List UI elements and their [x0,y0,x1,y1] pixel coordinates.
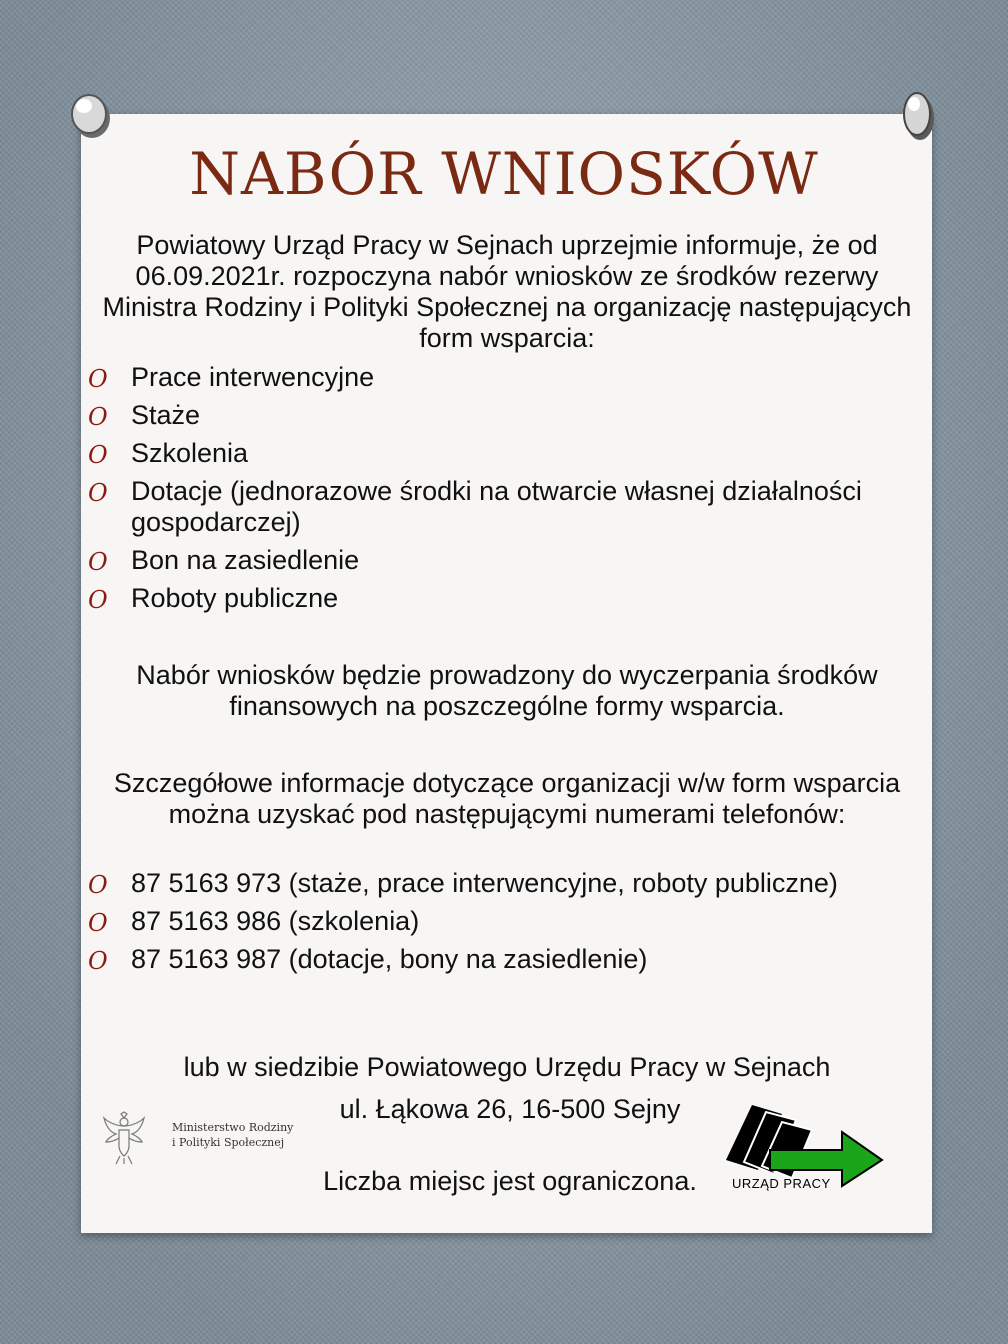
notice-title: NABÓR WNIOSKÓW [189,140,819,208]
list-item-text: Dotacje (jednorazowe środki na otwarcie własnej działalności gospodarczej) [131,476,862,537]
list-item [88,868,908,899]
phone-entry: 87 5163 987 (dotacje, bony na zasiedlenie) [131,944,648,974]
bullet-marker: O [88,871,108,899]
list-item [88,583,908,614]
list-item [88,400,908,431]
bullet-marker: O [88,548,108,576]
phone-entry: 87 5163 973 (staże, prace interwencyjne, roboty publiczne) [131,868,838,898]
office-street-line: ul. Łąkowa 26, 16-500 Sejny [339,1094,681,1124]
list-item [88,545,908,576]
bullet-marker: O [88,403,108,431]
bullet-marker: O [88,479,108,507]
list-item-text: Prace interwencyjne [131,362,375,392]
phone-entry: 87 5163 986 (szkolenia) [131,906,420,936]
bullet-marker: O [88,947,108,975]
eagle-emblem-icon [102,1110,146,1166]
list-item [88,438,908,469]
list-item-text: Szkolenia [131,438,249,468]
list-item [88,362,908,393]
office-address-line: lub w siedzibie Powiatowego Urzędu Pracy w Sejnach [183,1052,831,1082]
details-intro: Szczegółowe informacje dotyczące organizacji w/w form wsparcia można uzyskać pod następującymi numerami telefonów: [113,768,901,829]
list-item-text: Staże [131,400,201,430]
pushpin-icon [66,84,116,144]
ministry-logo [102,1110,302,1170]
list-item [88,944,908,975]
pushpin-icon [896,86,942,146]
limit-note: Liczba miejsc jest ograniczona. [323,1166,697,1196]
office-logo-text: URZĄD PRACY [732,1176,831,1191]
intro-paragraph: Powiatowy Urząd Pracy w Sejnach uprzejmie informuje, że od 06.09.2021r. rozpoczyna nabór wniosków ze środków rezerwy Ministra Rodziny i Polityki Społecznej na organizację następujących form wsparcia: [102,230,912,353]
ministry-name [172,1120,293,1150]
list-item [88,476,908,538]
office-logo [722,1100,887,1195]
support-forms-list [88,362,908,621]
list-item-text: Bon na zasiedlenie [131,545,360,575]
ministry-name-line1: Ministerstwo Rodziny [172,1121,294,1134]
funds-note: Nabór wniosków będzie prowadzony do wyczerpania środków finansowych na poszczególne formy wsparcia. [136,660,878,721]
list-item [88,906,908,937]
phone-list [88,868,908,982]
bullet-marker: O [88,586,108,614]
ministry-name-line2: i Polityki Społecznej [172,1136,285,1149]
bullet-marker: O [88,441,108,469]
bullet-marker: O [88,365,108,393]
bullet-marker: O [88,909,108,937]
list-item-text: Roboty publiczne [131,583,339,613]
